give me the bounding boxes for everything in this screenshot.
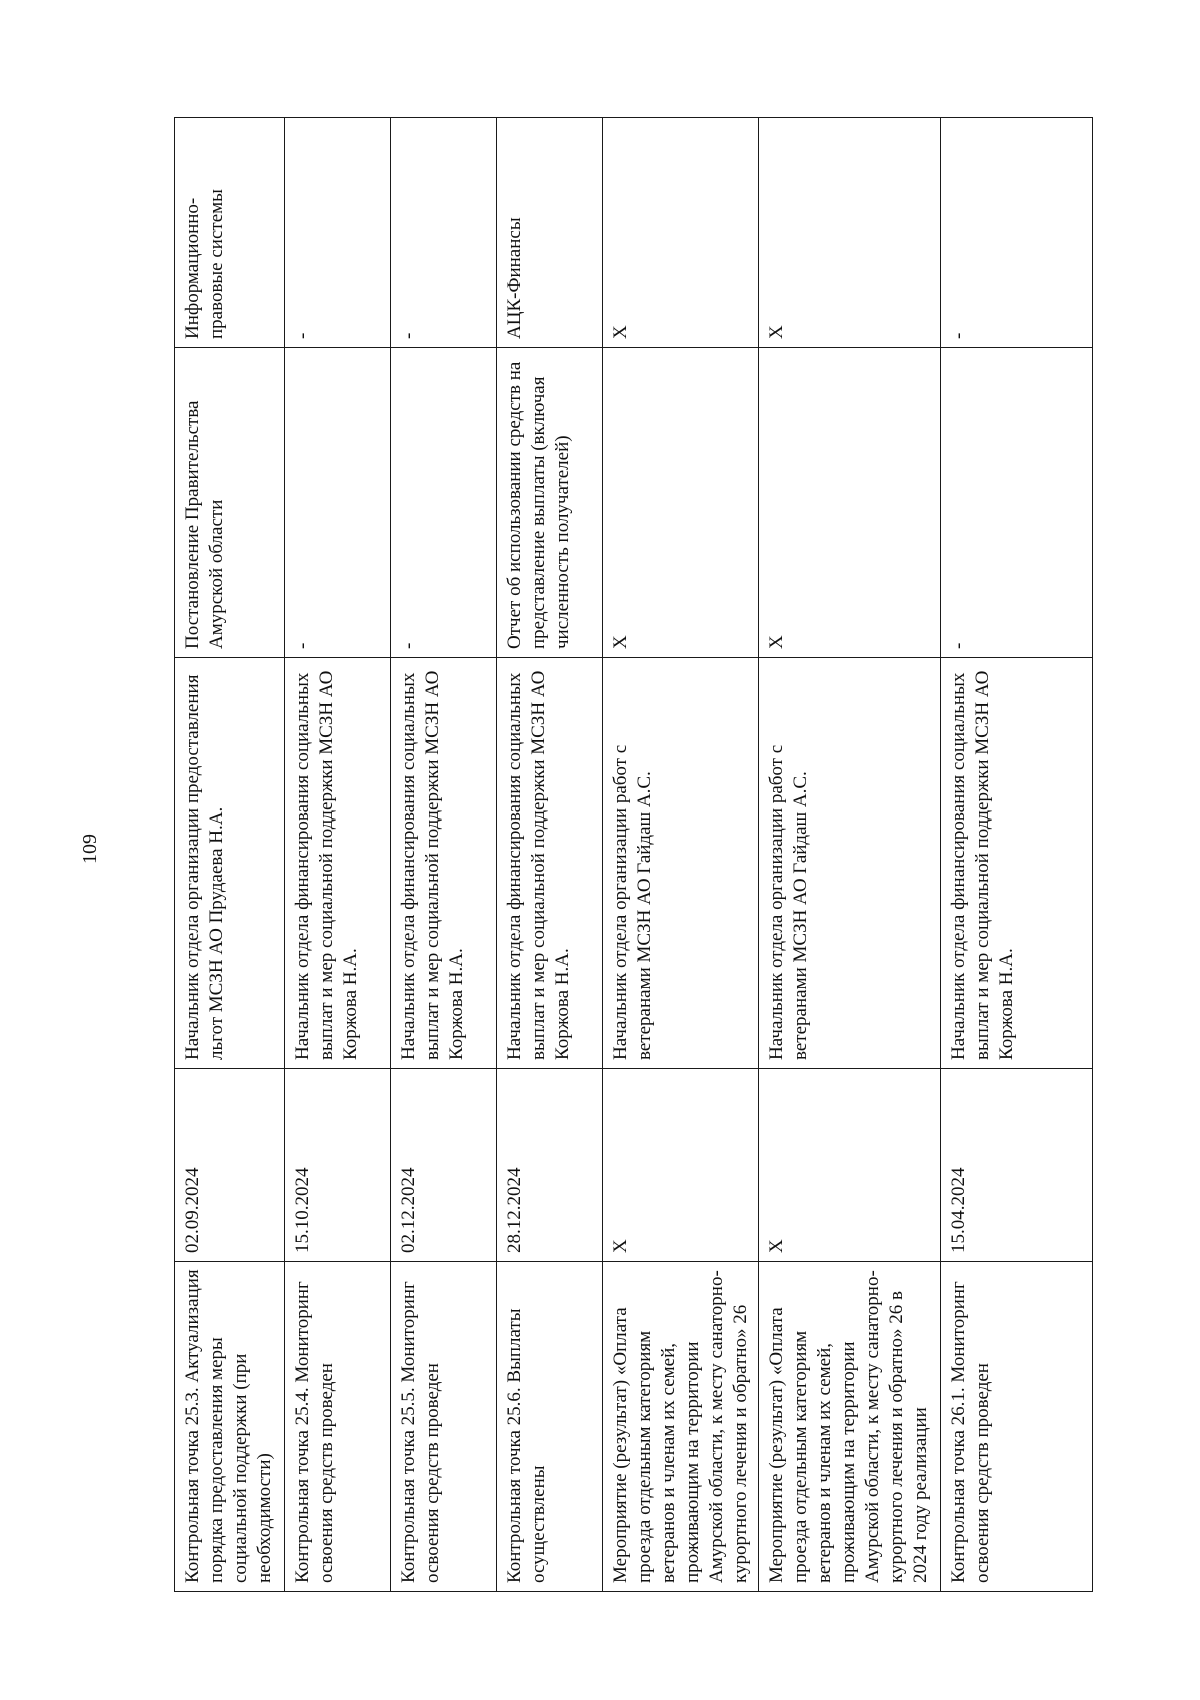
page-number: 109 xyxy=(79,834,101,864)
cell-responsible: Начальник отдела финансирования социальных выплат и мер социальной поддержки МСЗН АО Коржова Н.А. xyxy=(391,658,497,1069)
rotated-table-wrapper xyxy=(174,118,1092,1592)
cell-name: Контрольная точка 25.3. Актуализация порядка предоставления меры социальной поддержки (при необходимости) xyxy=(175,1262,285,1592)
cell-system: АЦК-Финансы xyxy=(497,118,603,348)
cell-date: 28.12.2024 xyxy=(497,1069,603,1262)
cell-name: Контрольная точка 25.6. Выплаты осуществлены xyxy=(497,1262,603,1592)
table-frame xyxy=(174,118,1092,1592)
cell-responsible: Начальник отдела организации предоставления льгот МСЗН АО Прудаева Н.А. xyxy=(175,658,285,1069)
cell-document: X xyxy=(603,348,759,658)
cell-date: 15.10.2024 xyxy=(285,1069,391,1262)
cell-responsible: Начальник отдела финансирования социальных выплат и мер социальной поддержки МСЗН АО Коржова Н.А. xyxy=(285,658,391,1069)
cell-date: X xyxy=(759,1069,941,1262)
table-row xyxy=(603,118,759,1592)
cell-date: X xyxy=(603,1069,759,1262)
cell-document: - xyxy=(941,348,1093,658)
cell-date: 02.09.2024 xyxy=(175,1069,285,1262)
cell-responsible: Начальник отдела организации работ с ветеранами МСЗН АО Гайдаш А.С. xyxy=(759,658,941,1069)
cell-name: Мероприятие (результат) «Оплата проезда отдельным категориям ветеранов и членам их семей, проживающим на территории Амурской области, к месту санаторно-курортного лечения и обратно» 26 в 2024 году реализации xyxy=(759,1262,941,1592)
cell-responsible: Начальник отдела финансирования социальных выплат и мер социальной поддержки МСЗН АО Коржова Н.А. xyxy=(497,658,603,1069)
cell-system: - xyxy=(941,118,1093,348)
cell-document: Отчет об использовании средств на представление выплаты (включая численность получателей) xyxy=(497,348,603,658)
cell-document: - xyxy=(285,348,391,658)
table-row xyxy=(759,118,941,1592)
cell-date: 15.04.2024 xyxy=(941,1069,1093,1262)
cell-responsible: Начальник отдела организации работ с ветеранами МСЗН АО Гайдаш А.С. xyxy=(603,658,759,1069)
cell-document: X xyxy=(759,348,941,658)
cell-system: X xyxy=(603,118,759,348)
cell-document: Постановление Правительства Амурской области xyxy=(175,348,285,658)
table-row xyxy=(497,118,603,1592)
table-row xyxy=(285,118,391,1592)
cell-name: Контрольная точка 25.5. Мониторинг освоения средств проведен xyxy=(391,1262,497,1592)
cell-date: 02.12.2024 xyxy=(391,1069,497,1262)
cell-name: Контрольная точка 25.4. Мониторинг освоения средств проведен xyxy=(285,1262,391,1592)
cell-system: Информационно-правовые системы xyxy=(175,118,285,348)
cell-system: X xyxy=(759,118,941,348)
table-row xyxy=(391,118,497,1592)
cell-name: Мероприятие (результат) «Оплата проезда отдельным категориям ветеранов и членам их семей, проживающим на территории Амурской области, к месту санаторно-курортного лечения и обратно» 26 xyxy=(603,1262,759,1592)
table-row xyxy=(941,118,1093,1592)
cell-system: - xyxy=(391,118,497,348)
table-row xyxy=(175,118,285,1592)
cell-responsible: Начальник отдела финансирования социальных выплат и мер социальной поддержки МСЗН АО Коржова Н.А. xyxy=(941,658,1093,1069)
cell-name: Контрольная точка 26.1. Мониторинг освоения средств проведен xyxy=(941,1262,1093,1592)
cell-document: - xyxy=(391,348,497,658)
control-points-table xyxy=(174,117,1093,1592)
cell-system: - xyxy=(285,118,391,348)
